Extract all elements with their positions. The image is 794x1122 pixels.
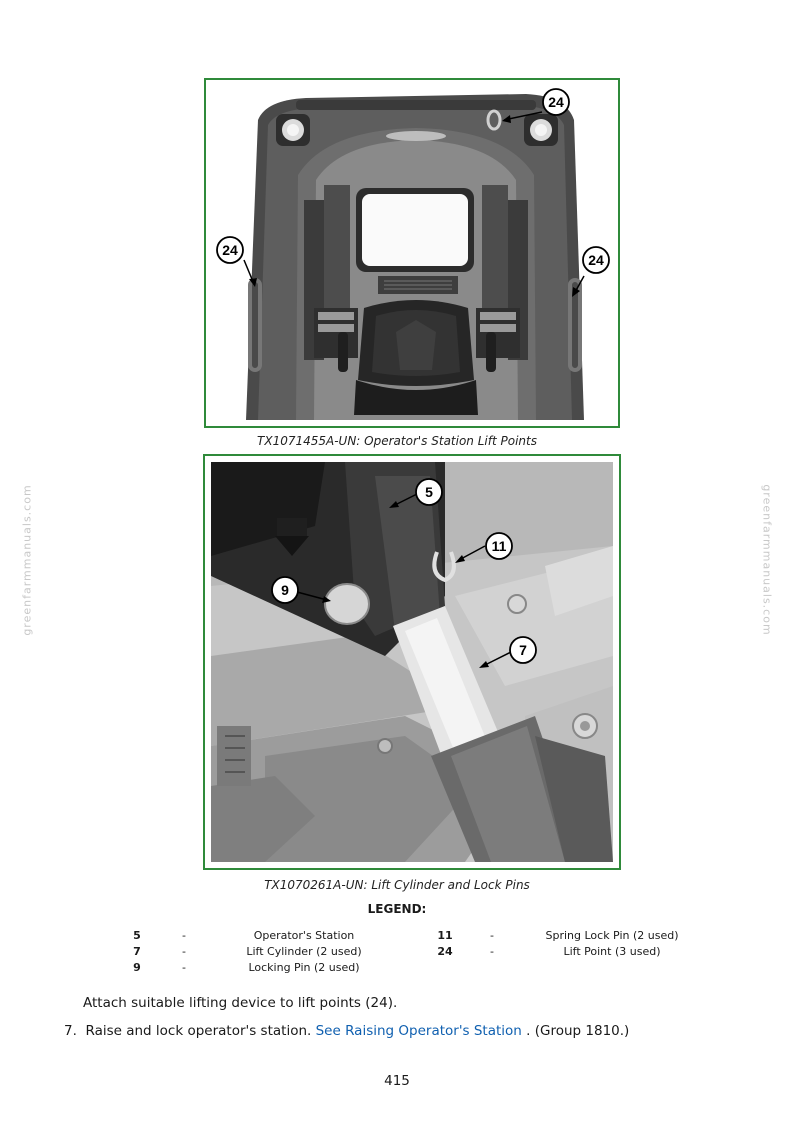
callout-label: 11 (491, 538, 507, 554)
legend-description: Operator's Station (253, 929, 355, 942)
legend-row (0, 961, 794, 977)
legend-description: Lift Cylinder (2 used) (246, 945, 362, 958)
watermark-left: greenfarmmanuals.com (20, 484, 34, 636)
legend-title: LEGEND: (367, 902, 427, 916)
legend-number: 24 (437, 945, 453, 958)
legend-dash: - (490, 929, 494, 942)
callout-label: 24 (222, 242, 238, 258)
legend-dash: - (182, 945, 186, 958)
step-suffix: . (Group 1810.) (526, 1023, 630, 1039)
operators-station-illustration (206, 80, 618, 426)
legend-description: Lift Point (3 used) (563, 945, 661, 958)
callout-label: 9 (281, 582, 289, 598)
lift-cylinder-illustration (205, 456, 619, 868)
step-text: Raise and lock operator's station. (85, 1023, 312, 1039)
page-number: 415 (384, 1073, 410, 1089)
figure-lift-cylinder (203, 454, 621, 870)
callout-label: 5 (425, 484, 433, 500)
legend-number: 5 (133, 929, 141, 942)
legend-description: Locking Pin (2 used) (248, 961, 360, 974)
legend-number: 9 (133, 961, 141, 974)
raising-operators-station-link[interactable]: See Raising Operator's Station (315, 1023, 522, 1039)
legend-row (0, 929, 794, 945)
instruction-text: Attach suitable lifting device to lift points (24). (83, 995, 398, 1011)
callout-label: 7 (519, 642, 527, 658)
step-number: 7. (64, 1023, 77, 1039)
figure-caption: TX1071455A-UN: Operator's Station Lift Points (257, 434, 537, 448)
callout-label: 24 (548, 94, 564, 110)
callout-label: 24 (588, 252, 604, 268)
legend-dash: - (182, 961, 186, 974)
legend-description: Spring Lock Pin (2 used) (545, 929, 679, 942)
legend-row (0, 945, 794, 961)
legend-number: 11 (437, 929, 453, 942)
figure-operators-station (204, 78, 620, 428)
legend-dash: - (490, 945, 494, 958)
step-7 (64, 1023, 629, 1039)
watermark-right: greenfarmmanuals.com (760, 484, 774, 636)
legend-dash: - (182, 929, 186, 942)
legend-number: 7 (133, 945, 141, 958)
figure-caption: TX1070261A-UN: Lift Cylinder and Lock Pins (264, 878, 530, 892)
